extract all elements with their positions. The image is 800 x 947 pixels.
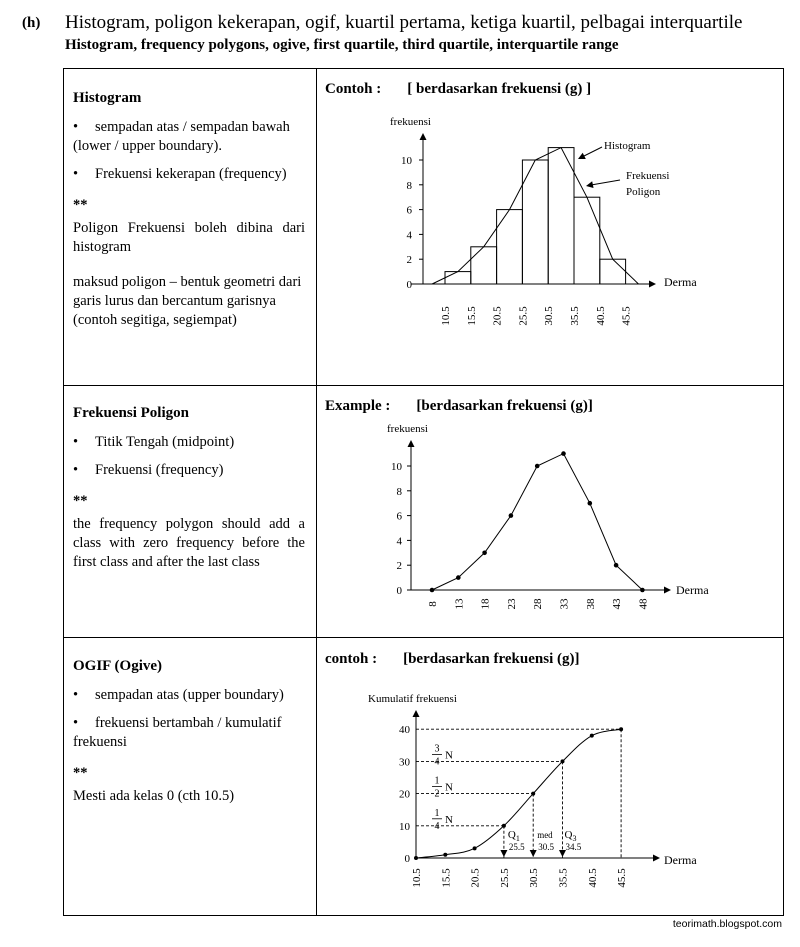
histogram-note: maksud poligon – bentuk geometri dari garis lurus dan bercantum garisnya (contoh segitiga, segiempat) [73, 274, 302, 328]
polygon-bullet: • Frekuensi (frequency) [73, 461, 305, 480]
y-tick-label: 40 [399, 724, 410, 737]
data-point [590, 734, 594, 738]
data-point [561, 759, 565, 763]
x-tick-label: 13 [453, 598, 466, 610]
example-label: contoh : [325, 651, 378, 667]
x-tick-label: 35.5 [569, 306, 581, 326]
x-tick-label: 25.5 [517, 306, 530, 326]
y-axis-label: Kumulatif frekuensi [368, 693, 457, 705]
x-axis-label: Derma [676, 583, 709, 597]
fraction-denominator: 2 [434, 788, 440, 800]
quartile-subscript: 1 [515, 834, 520, 843]
example-label: Example : [325, 398, 391, 414]
quartile-name: Q [507, 829, 516, 841]
quartile-arrow [500, 850, 507, 857]
y-tick-label: 0 [404, 853, 410, 865]
y-tick-label: 10 [399, 820, 410, 833]
histogram-title: Histogram [73, 90, 142, 106]
ogive-bullet: • sempadan atas (upper boundary) [73, 686, 305, 705]
note-marker: ** [73, 765, 88, 781]
note-marker: ** [73, 493, 88, 509]
x-tick-label: 38 [584, 598, 597, 610]
y-tick-label: 10 [391, 461, 402, 473]
fraction-denominator: 4 [434, 820, 440, 832]
quartile-value: 25.5 [508, 842, 525, 852]
histogram-note: Poligon Frekuensi boleh dibina dari histogram [73, 220, 305, 255]
y-tick-label: 2 [396, 560, 402, 573]
x-tick-label: 20.5 [491, 306, 504, 326]
y-tick-label: 20 [399, 788, 410, 801]
quartile-value: 34.5 [565, 842, 582, 852]
histogram-bullet: • sempadan atas / sempadan bawah (lower / upper boundary). [73, 118, 305, 156]
ogive-bullet: • frekuensi bertambah / kumulatif frekuensi [73, 714, 305, 752]
y-axis-label: frekuensi [387, 423, 428, 435]
polygon-annotation: Frekuensi [626, 170, 670, 182]
polygon-title: Frekuensi Poligon [73, 405, 189, 421]
polygon-bullet: • Titik Tengah (midpoint) [73, 433, 305, 452]
fraction-suffix: N [445, 813, 453, 826]
x-tick-label: 8 [427, 601, 439, 607]
x-tick-label: 30.5 [528, 868, 541, 888]
x-tick-label: 18 [479, 598, 492, 610]
data-point [531, 792, 535, 796]
example-basis: [berdasarkan frekuensi (g)] [403, 651, 580, 667]
fraction-denominator: 4 [434, 756, 440, 768]
polygon-annotation: Poligon [626, 186, 661, 198]
histogram-annotation: Histogram [604, 140, 651, 152]
page-title: Histogram, poligon kekerapan, ogif, kuartil pertama, ketiga kuartil, pelbagai interquartile [65, 12, 743, 33]
example-basis: [berdasarkan frekuensi (g)] [416, 398, 593, 414]
quartile-value: 30.5 [538, 842, 554, 852]
quartile-subscript: 3 [572, 834, 577, 843]
y-tick-label: 4 [396, 535, 402, 548]
data-point [443, 853, 447, 857]
y-axis-label: frekuensi [390, 116, 431, 128]
x-tick-label: 20.5 [469, 868, 482, 888]
quartile-name: Q [564, 829, 573, 841]
fraction-suffix: N [445, 749, 453, 762]
ogive-title: OGIF (Ogive) [73, 658, 163, 674]
y-tick-label: 6 [406, 204, 412, 217]
y-axis-arrow [413, 710, 420, 717]
x-tick-label: 40.5 [594, 306, 607, 326]
quartile-name: med [537, 830, 553, 840]
y-tick-label: 6 [396, 510, 402, 523]
data-point [502, 824, 506, 828]
y-tick-label: 0 [396, 585, 402, 597]
note-marker: ** [73, 197, 88, 213]
example-basis: [ berdasarkan frekuensi (g) ] [407, 81, 592, 97]
footer-credit: teorimath.blogspot.com [672, 918, 782, 930]
data-point [473, 846, 477, 850]
x-tick-label: 10.5 [411, 868, 423, 888]
y-tick-label: 8 [406, 179, 412, 192]
fraction-numerator: 1 [434, 807, 440, 819]
fraction-numerator: 1 [434, 775, 440, 787]
fraction-numerator: 3 [434, 743, 440, 755]
polygon-note: the frequency polygon should add a class with zero frequency before the first class and after the last class [73, 516, 305, 570]
x-axis-arrow [653, 855, 660, 862]
ogive-note: Mesti ada kelas 0 (cth 10.5) [73, 788, 235, 804]
x-tick-label: 10.5 [440, 306, 452, 326]
y-tick-label: 0 [406, 279, 412, 291]
y-tick-label: 30 [399, 756, 410, 769]
fraction-suffix: N [445, 781, 453, 794]
x-tick-label: 15.5 [440, 868, 453, 888]
example-label: Contoh : [325, 81, 382, 97]
data-point [414, 856, 418, 860]
y-tick-label: 4 [406, 229, 412, 242]
x-tick-label: 25.5 [498, 868, 511, 888]
x-tick-label: 35.5 [557, 868, 570, 888]
x-tick-label: 28 [532, 598, 545, 610]
x-tick-label: 45.5 [620, 306, 633, 326]
x-tick-label: 23 [505, 598, 518, 610]
quartile-arrow [530, 850, 537, 857]
histogram-bullet: • Frekuensi kekerapan (frequency) [73, 165, 305, 184]
y-tick-label: 2 [406, 254, 412, 267]
x-tick-label: 48 [637, 598, 650, 610]
y-tick-label: 10 [401, 155, 412, 167]
section-label: (h) [22, 15, 41, 31]
x-tick-label: 40.5 [586, 868, 599, 888]
x-axis-label: Derma [664, 275, 697, 289]
x-tick-label: 45.5 [616, 868, 629, 888]
x-tick-label: 43 [611, 598, 624, 610]
x-axis-label: Derma [664, 853, 697, 867]
page-subtitle: Histogram, frequency polygons, ogive, first quartile, third quartile, interquartile range [65, 37, 619, 53]
x-tick-label: 33 [558, 598, 571, 610]
x-tick-label: 30.5 [543, 306, 556, 326]
data-point [619, 727, 623, 731]
y-tick-label: 8 [396, 485, 402, 498]
x-tick-label: 15.5 [465, 306, 478, 326]
